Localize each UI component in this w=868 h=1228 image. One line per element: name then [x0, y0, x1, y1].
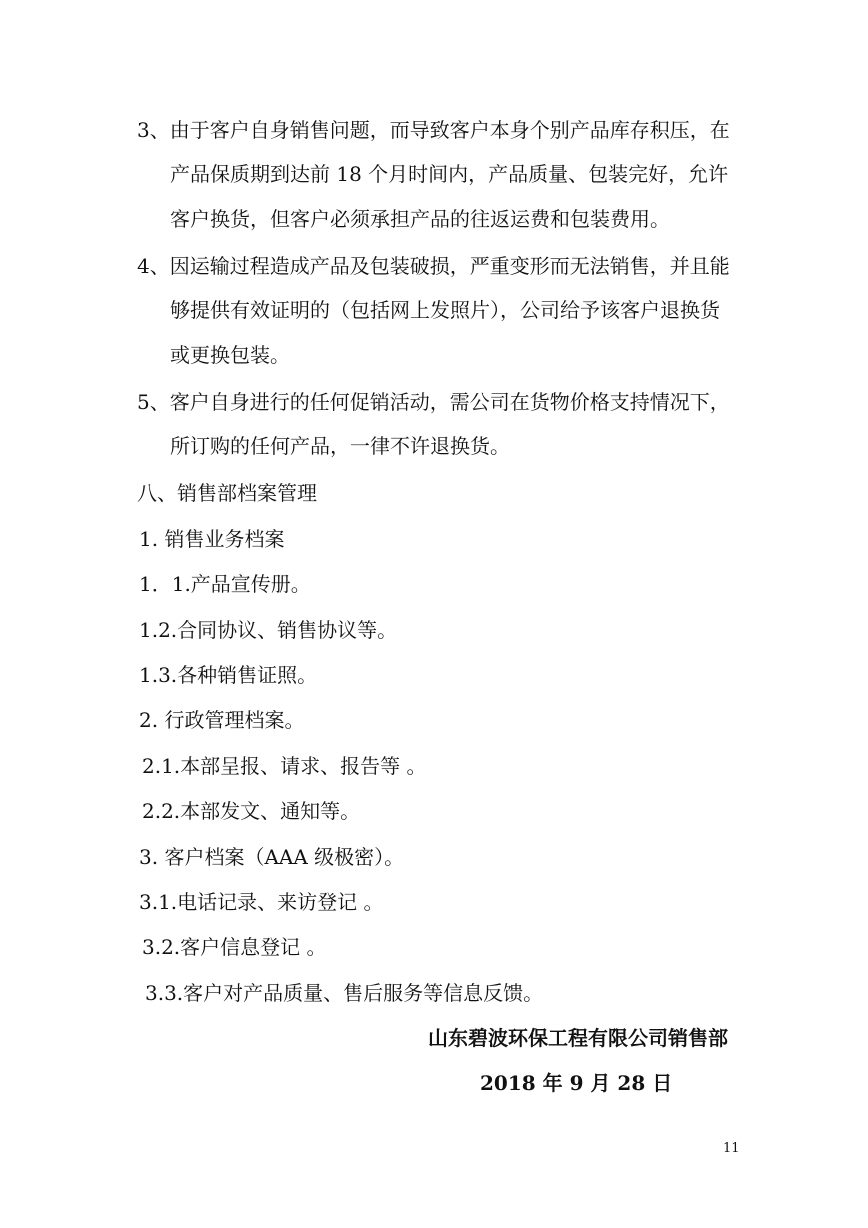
archive-item: 1．1.产品宣传册。: [139, 572, 311, 596]
archive-item: 1. 销售业务档案: [139, 527, 285, 551]
page-number: 11: [723, 1141, 740, 1156]
archive-item: 2. 行政管理档案。: [139, 708, 305, 732]
archive-item: 1.3.各种销售证照。: [139, 663, 318, 687]
item-4-line-2: 够提供有效证明的（包括网上发照片），公司给予该客户退换货: [170, 298, 720, 322]
signature-date: 2018 年 9 月 28 日: [480, 1071, 673, 1095]
archive-item: 1.2.合同协议、销售协议等。: [139, 618, 398, 642]
item-5-line-2: 所订购的任何产品，一律不许退换货。: [170, 434, 510, 458]
archive-item: 3.2.客户信息登记 。: [142, 935, 327, 959]
item-5-line-1: 5、客户自身进行的任何促销活动，需公司在货物价格支持情况下，: [137, 390, 730, 414]
archive-item: 2.1.本部呈报、请求、报告等 。: [142, 754, 427, 778]
archive-item: 3.3.客户对产品质量、售后服务等信息反馈。: [145, 981, 544, 1005]
signature-company: 山东碧波环保工程有限公司销售部: [428, 1026, 728, 1050]
archive-item: 3. 客户档案（AAA 级极密）。: [139, 845, 405, 869]
archive-item: 3.1.电话记录、来访登记 。: [139, 890, 384, 914]
section-8-heading: 八、销售部档案管理: [137, 481, 317, 505]
item-3-line-2: 产品保质期到达前 18 个月时间内，产品质量、包装完好，允许: [170, 162, 729, 186]
item-4-line-3: 或更换包装。: [170, 343, 290, 367]
archive-item: 2.2.本部发文、通知等。: [142, 799, 361, 823]
item-3-line-3: 客户换货，但客户必须承担产品的往返运费和包装费用。: [170, 207, 670, 231]
item-3-line-1: 3、由于客户自身销售问题，而导致客户本身个别产品库存积压，在: [137, 118, 730, 142]
item-4-line-1: 4、因运输过程造成产品及包装破损，严重变形而无法销售，并且能: [137, 254, 730, 278]
